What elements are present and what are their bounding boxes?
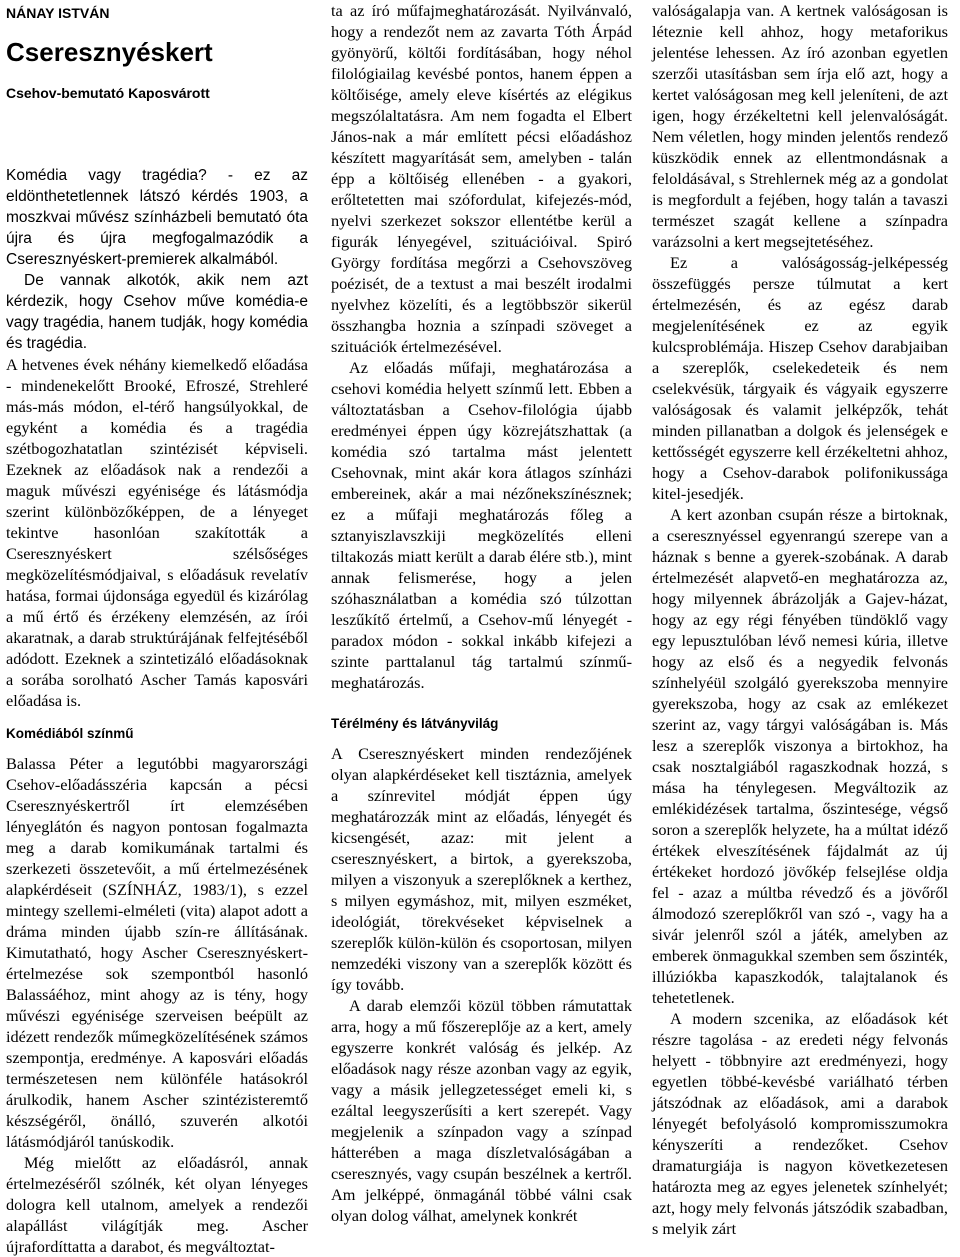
paragraph: A hetvenes évek néhány kiemelkedő előadása - mindenekelőtt Brooké, Efroszé, Strehleré más-más módon, el-térő hangsúlyokkal, de egyként a komédia és a tragédia szétbogozhatatlan szintézisét képviseli. Ezeknek az előadások nak a rendezői a maguk művészi egyénisége és látásmódja szerint különbözőképpen, de a lényeget tekintve hasonlóan szakították a Cseresznyéskert szélsőséges megközelítésmódjaival, s előadásuk revelatív hatása, formai újdonsága egyedül és kizárólag a mű értő és érzékeny elemzésén, az írói akaratnak, a darab struktúrájának felfejtéséből adódott. Ezeknek a szintetizáló előadásoknak a sorába sorolható Ascher Tamás kaposvári előadása is. (6, 355, 308, 710)
paragraph: Komédia vagy tragédia? - ez az eldönthetetlennek látszó kérdés 1903, a moszkvai művész színházbeli bemutató óta újra és újra megfogalmazódik a Cseresznyéskert-premierek alkalmából. (6, 167, 308, 268)
column-2 (331, 0, 632, 1226)
article-subtitle: Csehov-bemutató Kaposvárott (6, 85, 210, 101)
article-title: Cseresznyéskert (6, 37, 213, 67)
paragraph: A Cseresznyéskert minden rendezőjének olyan alapkérdéseket kell tisztáznia, amelyek a színrevitel módját éppen úgy meghatározzák mint az előadás, lényegét és kicsengését, azaz: mit jelent a cseresznyéskert, a birtok, a gyerekszoba, milyen a viszonyuk a szereplőknek a kerthez, s milyen egymáshoz, mit, milyen eszméket, ideológiát, törekvéseket képviselnek a szereplők külön-külön és csoportosan, milyen nemzedéki viszony van a szereplők között és így tovább. (331, 744, 632, 994)
paragraph: Ez a valóságosság-jelképesség összefüggés persze túlmutat a kert értelmezésén, és az egész darab megjelenítésének ez az egyik kulcsproblémája. Hiszep Csehov darabjaiban a szereplők, cselekedeteik és nem cselekvésük, tárgyaik és vágyaik egyszerre valóságosak és valamit jelképzők, tehát minden pillanatban a dolgok és jelenségek e kettősségét egyszerre kell érzékeltetni ahhoz, hogy a Csehov-darabok polifonikussága kitel-jesedjék. (652, 253, 948, 503)
paragraph: A modern szcenika, az előadások két részre tagolása - az eredeti négy felvonás helyett - többnyire azt eredményezi, hogy egyetlen többé-kevésbé variálható térben játszódnak az előadások, ami a darabok lényegét befolyásoló kompromisszumokra kényszeríti a rendezőket. Csehov dramaturgiája is nagyon következetesen határozta meg az egyes jelenetek színhelyét; azt, hogy mely felvonás játszódik szabadban, s melyik zárt (652, 1009, 948, 1238)
paragraph: valóságalapja van. A kertnek valóságosan is léteznie kell ahhoz, hogy metaforikus jelentése lehessen. Az író azonban egyetlen szerzői utasításban sem írja elő azt, hogy a kertet valóságosan meg kell jeleníteni, de azt igen, hogy érzékeltetni kell jelenvalóságát. Nem véletlen, hogy minden jelentős rendező küszködik ennek az ellentmondásnak a feloldásával, s Strehlernek még az a gondolat is megfordult a fejében, hogy talán a tavaszi természet szagát kellene a színpadra varázsolni a kert megsejtetéséhez. (652, 1, 948, 251)
paragraph: De vannak alkotók, akik nem azt kérdezik, hogy Csehov műve komédia-e vagy tragédia, hanem tudják, hogy komédia és tragédia. (6, 272, 308, 352)
paragraph: A darab elemzői közül többen rámutattak arra, hogy a mű főszereplője az a kert, amely egyszerre konkrét valóság és jelkép. Az előadások nagy része azonban vagy az egyik, vagy a másik jellegzetességet emeli ki, s ezáltal leegyszerűsíti a kert szerepét. Vagy megjelenik a színpadon vagy a színpad hátterében a maga díszletvalóságában a cseresznyés, vagy csupán beszélnek a kertről. Am jelképpé, önmagánál többé válni csak olyan dolog válhat, amelynek konkrét (331, 996, 632, 1225)
paragraph: ta az író műfajmeghatározását. Nyilvánvaló, hogy a rendezőt nem az zavarta Tóth Árpád gyönyörű, költői fordításában, hogy néhol filológiailag kevésbé pontos, hanem éppen a költőisége, amely eleve kísértés az elégikus megszólaltatásra. Am nem fogadta el Elbert János-nak a már említett pécsi előadáshoz készített magyarítását sem, amelyben - talán épp a költőiség ellenében - a gyakori, erőltetetten mai szófordulat, kifejezés-mód, nyelvi szerkezet sokszor ellentétbe kerül a figurák lényegével, szituációival. Spiró György fordítása megőrzi a Csehovszöveg poézisét, de a textust a mai beszélt irodalmi nyelvhez közelíti, és a legtöbbször sikerül összhangba hoznia a színpadi szöveget a szituációk értelmezésével. (331, 1, 632, 356)
author-name: NÁNAY ISTVÁN (6, 5, 110, 21)
column-3 (652, 0, 948, 1239)
paragraph: Balassa Péter a legutóbbi magyarországi Csehov-előadásszéria kapcsán a pécsi Cseresznyéskertről írt elemzésében lényeglátón és nagyon pontosan fogalmazta meg a darab komikumának tartalmi és szerkezeti összetevőit, a mű értelmezésének alapkérdéseit (SZÍNHÁZ, 1983/1), s ezzel mintegy szellemi-elméleti (vita) alapot adott a dráma minden újabb szín-re állításának. Kimutatható, hogy Ascher Cseresznyéskert-értelmezése sok szempontból hasonló Balassáéhoz, mint ahogy az is tény, hogy művészi egyénisége szerveisen beépült az idézett rendezők műmegközelítésének számos szempontja, eredménye. A kaposvári előadás természetesen nem különféle hatásokról árulkodik, hanem Ascher szintézisteremtő készségéről, önálló, szuverén alkotói látásmódjáról tanúskodik. (6, 754, 308, 1151)
paragraph: Még mielőtt az előadásról, annak értelmezéséről szólnék, két olyan lényeges dologra kell utalnom, amelyek a rendezői alapállást világítják meg. Ascher újrafordíttatta a darabot, és megváltoztat- (6, 1153, 308, 1256)
paragraph: Az előadás műfaji, meghatározása a csehovi komédia helyett színmű lett. Ebben a változtatásban a Csehov-filológia újabb eredményei éppen úgy közrejátszhattak (a komédia szó tartalma mást jelentett Csehovnak, mint akár kora átlagos színházi embereinek, akár a mai nézőnekszínésznek; ez a műfaji meghatározás főleg a sztanyiszlavszkiji megközelítés elleni tiltakozás miatt került a darab élére stb.), mint annak felismerése, hogy a jelen szóhasználatban a komédia szó túlzottan leszűkítő értelmű, a Csehov-mű lényegét - paradox módon - sokkal inkább kifejezi a szinte parttalanul tág tartalmú színmű-meghatározás. (331, 358, 632, 692)
section-heading: Komédiából színmű (6, 726, 134, 741)
paragraph: A kert azonban csupán része a birtoknak, a cseresznyéssel egyenrangú szerepe van a háznak s benne a gyerek-szobának. A darab értelmezését alapvető-en meghatározza az, hogy milyennek ábrázolják a Gajev-házat, hogy az egy régi fényében tündöklő vagy egy lepusztulóban lévő nemesi kúria, illetve hogy az első és a negyedik felvonás színhelyéül szolgáló gyerekszoba mennyire gyerekszoba, hogy az csak az emlékezet szerint az, vagy tárgyi valóságában is. Más lesz a szereplők viszonya a birtokhoz, ha csak nosztalgiából ragaszkodnak hozzá, s mása ha ténylegesen. Megváltozik az emlékidézések tartalma, őszintesége, végső soron a szereplők helyzete, ha a múltat idéző értékek elveszítésének fájdalmát az új értékeket hordozó jövőkép felsejlése oldja fel - azaz a múltba révedző és a jövőről álmodozó szereplőkről van szó -, vagy ha a sivár jelenről szól a játék, amelyben az emberek önmagukkal szemben sem őszinték, illúziókba kapaszkodók, talajtalanok és tehetetlenek. (652, 505, 948, 1007)
column-1 (6, 0, 308, 1257)
section-heading: Térélmény és látványvilág (331, 716, 499, 731)
